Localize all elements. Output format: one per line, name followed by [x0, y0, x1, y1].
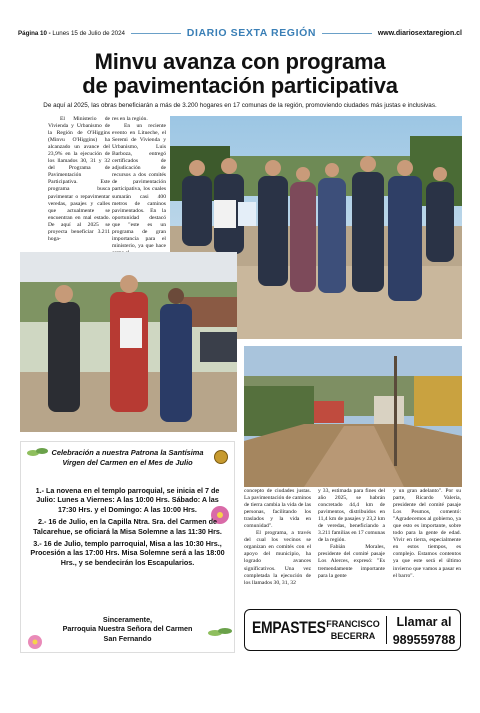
article-paragraph: Fabián Morales, presidente del comité pasaje Los Alerces, expresó: "Es tremendamente importante para la gente [318, 544, 385, 579]
article-column-1 [48, 116, 110, 243]
article-column-3 [244, 488, 311, 587]
ad-phone-number[interactable]: 989559788 [392, 633, 456, 647]
page-header [18, 26, 462, 40]
newspaper-url[interactable]: www.diariosextaregion.cl [377, 29, 462, 37]
flower-decoration-icon [27, 444, 49, 462]
signature-line: San Fernando [103, 633, 152, 643]
article-paragraph: y un gran adelanto". Por su parte, Ricardo Valeria, presidente del comité pasaje Los Peumos, comentó: "Agradecemos al gobierno, ya que esto es importante, sobre todo para la gente de edad. Vivir en tierra, especialmente en estos tiempos, es complejo. Estamos contentos ya que este será el último invierno que vamos a pasar en el barro". [393, 488, 461, 579]
article-paragraph: res en la región. [112, 116, 148, 122]
header-rule-right [322, 33, 372, 34]
parish-seal-icon [214, 450, 228, 464]
announcement-item: 2.- 16 de Julio, en la Capilla Ntra. Sra. del Carmen de Talcarehue, se oficiará la Misa Solemne a las 11:30 Hrs. [33, 517, 222, 536]
issue-date: Lunes 15 de Julio de 2024 [52, 29, 125, 37]
article-paragraph: y 33, estimada para fines del año 2025, se habrán concretado 44,4 km de pavimentos, distribuidos en 11,4 km de pasajes y 23,2 km de veredas, beneficiando a 3.211 familias en 17 comunas de la región. [318, 488, 385, 544]
ad-divider [386, 616, 387, 644]
headline-line-1: Minvu avanza con programa [94, 49, 386, 74]
article-paragraph: El Ministerio de Vivienda y Urbanismo de la Región de O'Higgins (Minvu O'Higgins) ha alcanzado un avance del 23,9% en la ejecución de los llamados 30, 31 y 32 del Programa de Pavimentación Participativa. Este programa busca pavimentar o repavimentar veredas, pasajes y calles que actualmente se encuentran en mal estado. De aquí al 2025 se proyecta beneficiar 3.211 hoga- [48, 116, 110, 242]
announcement-item: 1.- La novena en el templo parroquial, se inicia el 7 de Julio: Lunes a Viernes: A las 10:00 Hrs. Sábado: A las 17:30 Hrs. y el Domingo: A las 10:00 Hrs. [35, 486, 220, 514]
header-rule-left [131, 33, 181, 34]
ad-owner-last: BECERRA [330, 631, 376, 641]
article-column-2 [112, 116, 166, 257]
announcement-items [29, 486, 226, 570]
ad-call-label: Llamar al [396, 615, 452, 629]
empastes-ad[interactable] [244, 609, 461, 651]
photo-three-people [20, 252, 237, 432]
article-paragraph: En un reciente evento en Litueche, el Seremi de Vivienda y Urbanismo, Luis Barboza, entregó certificados de adjudicación de recursos a dos comités de pavimentación participativa, los cuales sumarán casi 400 metros de caminos pavimentados. En la oportunidad destacó que "este es un programa de gran importancia para el ministerio, ya que hace [112, 123, 166, 249]
article-column-5 [393, 488, 461, 580]
headline-line-2: de pavimentación participativa [82, 73, 398, 98]
ad-owner-name [323, 618, 383, 642]
announcement-item: 3.- 16 de Julio, templo parroquial, Misa a las 10:30 Hrs., Procesión a las 17:00 Hrs. Misa Solemne será a las 18:00 Hrs., y se bendecirán los Escapularios. [30, 539, 225, 567]
parish-announcement [20, 441, 235, 653]
article-subtitle: De aquí al 2025, las obras beneficiarán a más de 3.200 hogares en 17 comunas de la región, promoviendo ciudades más justas e inclusivas. [43, 102, 437, 109]
signature-line: Parroquia Nuestra Señora del Carmen [62, 624, 193, 634]
photo-dirt-road [244, 346, 462, 487]
ad-owner-first: FRANCISCO [326, 619, 380, 629]
article-column-4 [318, 488, 385, 580]
signature-line: Sinceramente, [102, 615, 153, 624]
article-paragraph: El programa, a través del cual los vecinos se organizan en comités con el apoyo del municipio, ha logrado avances significativos. Una vez completada la ejecución de los llamados 30, 31, 32 [244, 530, 311, 586]
article-headline [18, 50, 462, 98]
article-paragraph: concepto de ciudades justas. La pavimentación de caminos de tierra cambia la vida de las personas, facilitando los traslados y la vida en comunidad". [244, 488, 311, 530]
ad-business-name: EMPASTES [252, 618, 326, 637]
newspaper-brand: DIARIO SEXTA REGIÓN [186, 27, 317, 39]
page-number: Página 10 - Lunes 15 de Julio de 2024 [18, 29, 125, 37]
announcement-title: Celebración a nuestra Patrona la Santísima Virgen del Carmen en el Mes de Julio [51, 448, 204, 467]
announcement-signature [29, 615, 226, 643]
